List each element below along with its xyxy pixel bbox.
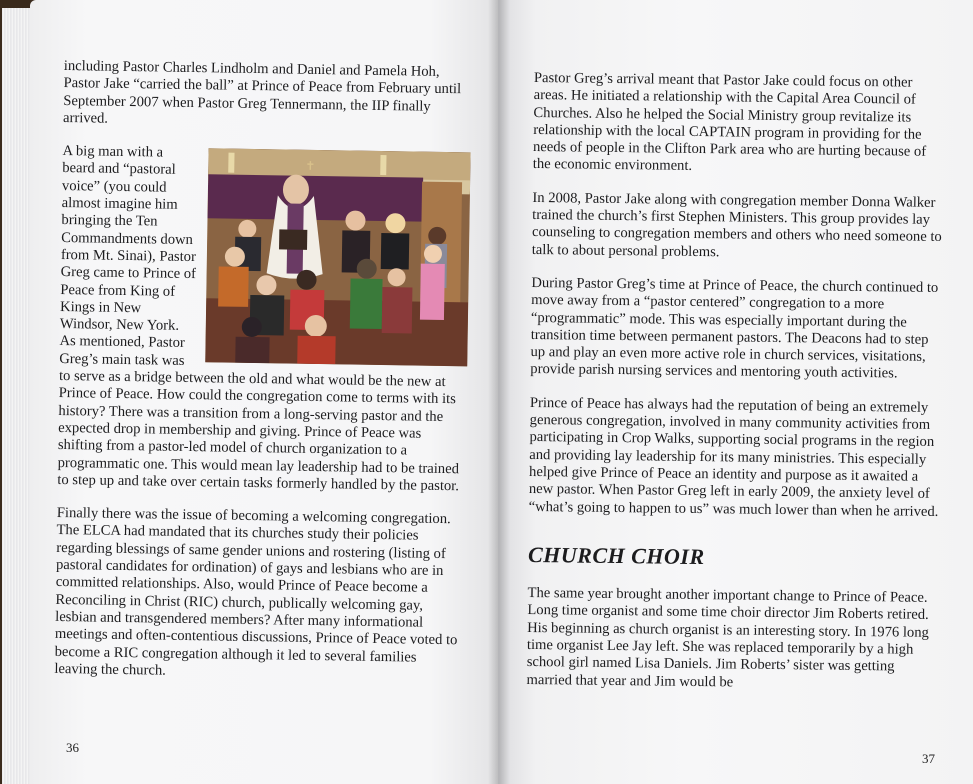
right-paragraph-4: Prince of Peace has always had the reputation of being an extremely generous congregation, involved in many community activities from participating in Crop Walks, supporting social programs in the region and providing lay leadership for its many ministries. This especially helped give Prince of Peace an identity and purpose as it awaited a new pastor. When Pastor Greg left in early 2009, the anxiety level of “what’s going to happen to us” was much lower than when he arrived. <box>528 394 939 520</box>
svg-text:✝: ✝ <box>305 158 316 174</box>
right-page-text <box>526 70 946 710</box>
right-paragraph-3: During Pastor Greg’s time at Prince of Peace, the church continued to move away from a “pastor centered” congregation to a more “programmatic” mode. This was especially important during the transition time between permanent pastors. The Deacons had to step up and play an even more active role in church services, visitations, provide parish nursing services and mentoring youth activities. <box>530 274 939 382</box>
left-paragraph-1: including Pastor Charles Lindholm and Daniel and Pamela Hoh, Pastor Jake “carried the ball” at Prince of Peace from February until September 2007 when Pastor Greg Tennermann, the IIP finally arrived. <box>62 58 462 127</box>
left-page <box>30 0 500 784</box>
left-page-text <box>54 58 472 700</box>
page-number-left: 36 <box>66 740 79 755</box>
right-paragraph-1: Pastor Greg’s arrival meant that Pastor Jake could focus on other areas. He initiated a relationship with the Capital Area Council of Churches. Also he helped the Social Ministry group revitalize its relationship with the local CAPTAIN program in providing for the needs of people in the Clifton Park area who are hurting because of the economic environment. <box>532 70 927 175</box>
choir-paragraph: The same year brought another important change to Prince of Peace. Long time organist and some time choir director Jim Roberts retired. His beginning as church organist is an interesting story. In 1976 long time organist Lee Jay left. She was replaced temporarily by a high school girl named Lisa Daniels. Jim Roberts’ sister was getting married that year and Jim would be <box>526 585 929 691</box>
pastor-with-children-illustration <box>205 148 470 366</box>
congregation-photo <box>205 148 470 366</box>
right-paragraph-2: In 2008, Pastor Jake along with congregation member Donna Walker trained the church’s first Stephen Ministers. This group provides lay counseling to congregation members and others who need someone to talk to about personal problems. <box>531 189 942 260</box>
left-paragraph-2-wrap <box>57 143 470 495</box>
book-gutter-shadow <box>488 0 510 784</box>
right-page <box>498 0 973 784</box>
page-number-right: 37 <box>922 751 935 766</box>
section-heading: CHURCH CHOIR <box>527 541 705 569</box>
left-paragraph-3: Finally there was the issue of becoming a welcoming congregation. The ELCA had mandated that its churches study their policies regarding blessings of same gender unions and rostering (listing of pastoral candidates for ordination) of gays and lesbians who are in committed relationships. Also, would Prince of Peace become a Reconciling in Christ (RIC) church, publically welcoming gay, lesbian and transgendered members? After many informational meetings and often-contentious discussions, Prince of Peace voted to become a RIC congregation although it led to several families leaving the church. <box>54 505 458 679</box>
left-paragraph-2: A big man with a beard and “pastoral voice” (you could almost imagine him bringing the Ten Commandments down from Mt. Sinai), Pastor Greg came to Prince of Peace from King of Kings in New Windsor, New York. As mentioned, Pastor Greg’s main task was to serve as a bridge between the old and what would be the new at Prince of Peace. How could the congregation come to terms with its history? There was a transition from a long-serving pastor and the expected drop in membership and giving. Prince of Peace was shifting from a pastor-led model of church organization to a programmatic one. This would mean lay leadership had to be trained to step up and take over certain tasks formerly handled by the pastor. <box>57 143 460 495</box>
